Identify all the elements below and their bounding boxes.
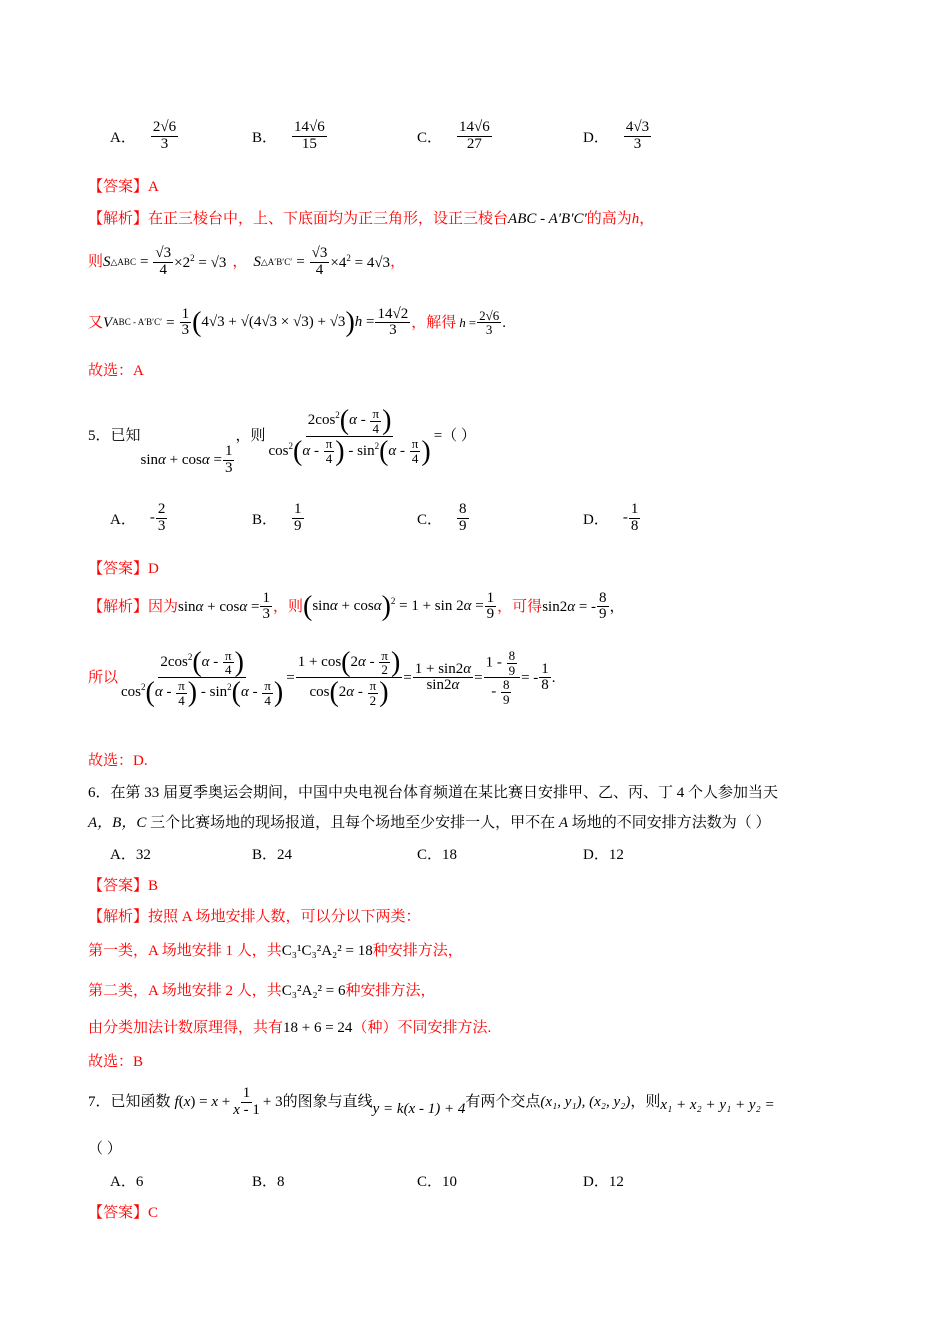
q7-answer: 【答案】C bbox=[88, 1205, 159, 1221]
q4-analysis-line1: 【解析】在正三棱台中，上、下底面均为正三角形，设正三棱台ABC - A′B′C′的高为h， bbox=[88, 211, 655, 227]
q5-option-d: D． - $\frac{1}{8}$ bbox=[583, 501, 639, 534]
q6-conclusion: 故选：B bbox=[88, 1054, 144, 1070]
q5-option-c: C． $\frac{8}{9}$ bbox=[417, 501, 467, 534]
q5-option-b: B． $\frac{1}{9}$ bbox=[252, 501, 302, 534]
q4-conclusion: 故选：A bbox=[88, 363, 144, 379]
q5-conclusion: 故选：D. bbox=[88, 753, 148, 769]
q4-analysis-line3: 又 V ABC - A′B′C′ = $\frac{1}{3}$ (4√3 + √(4√3 × √3) + √3)h = $\frac{14√2}{3}$ ，解得 h = $\frac{2√6}{3}$ . bbox=[88, 305, 506, 339]
q6-analysis-line3: 第二类，A 场地安排 2 人，共C₃²A₂² = 6种安排方法， bbox=[88, 983, 436, 999]
q7-option-d: D．12 bbox=[583, 1174, 624, 1190]
q4-option-a: A． $\frac{2√6}{3}$ bbox=[110, 119, 177, 152]
q5-analysis-line2: 所以 $2\cos^2(\alpha$ - $\frac{\pi}{4}$ ) $\cos^2(\alpha$ - $\frac{\pi}{4}$ ) - $\sin^2(\alpha$ - $\frac{\pi}{4}$ ) = 1 + cos(2α - $\frac{\pi}{2}$ ) cos(2α - $\frac{\pi}{2}$ ) = $\frac{1 + \sin 2\alpha}{\sin 2\alpha}$ = 1 - $\frac{8}{9}$ - $\frac{8}{9}$ = - $\frac{1}{8}$ . bbox=[88, 647, 556, 709]
q4-answer: 【答案】A bbox=[88, 179, 159, 195]
q5-answer: 【答案】D bbox=[88, 561, 159, 577]
q7-option-a: A．6 bbox=[110, 1174, 144, 1190]
q7-option-b: B．8 bbox=[252, 1174, 285, 1190]
q4-option-c: C． $\frac{14√6}{27}$ bbox=[417, 119, 490, 152]
q7-stem-line1: 7．已知函数 f(x) = x + $\frac{1}{x - 1}$ + 3 的图象与直线 y = k(x - 1) + 4 有两个交点 (x₁, y₁), (x₂, y₂) ，则 x₁ + x₂ + y₁ + y₂ = bbox=[88, 1085, 775, 1118]
q4-option-b: B． $\frac{14√6}{15}$ bbox=[252, 119, 325, 152]
q5-analysis-line1: 【解析】 因为 sinα + cosα = $\frac{1}{3}$ ，则 $(\sin\alpha + \cos\alpha)^2 = 1 + \sin 2\alpha$ = $\frac{1}{9}$ ，可得 sin2α = - $\frac{8}{9}$ ， bbox=[88, 589, 625, 623]
q7-option-c: C．10 bbox=[417, 1174, 458, 1190]
q6-analysis-line1: 【解析】按照 A 场地安排人数，可以分以下两类： bbox=[88, 909, 421, 925]
q4-analysis-line2: 则 S △ABC = $\frac{√3}{4}$ $\times 2^2 = √3$ ， S △A′B′C′ = $\frac{√3}{4}$ $\times 4^2 = 4√3$ ， bbox=[88, 245, 406, 278]
q5-option-a: A． - $\frac{2}{3}$ bbox=[110, 501, 166, 534]
q6-option-b: B．24 bbox=[252, 847, 293, 863]
q6-option-c: C．18 bbox=[417, 847, 458, 863]
q6-analysis-line4: 由分类加法计数原理得，共有18 + 6 = 24（种）不同安排方法. bbox=[88, 1020, 492, 1036]
q6-analysis-line2: 第一类，A 场地安排 1 人，共C₃¹C₃²A₂² = 18种安排方法， bbox=[88, 943, 463, 959]
q6-stem-line1: 6．在第 33 届夏季奥运会期间，中国中央电视台体育频道在某比赛日安排甲、乙、丙、丁 4 个人参加当天 bbox=[88, 785, 779, 801]
q7-stem-paren: （ ） bbox=[88, 1141, 122, 1157]
q6-option-a: A．32 bbox=[110, 847, 151, 863]
q6-answer: 【答案】B bbox=[88, 878, 159, 894]
q6-option-d: D．12 bbox=[583, 847, 624, 863]
q4-option-d: D． $\frac{4√3}{3}$ bbox=[583, 119, 650, 152]
q5-stem: 5．已知 sinα + cosα = $\frac{1}{3}$ ，则 $2\cos^2(\alpha$ - $\frac{\pi}{4}$ ) $\cos^2(\alpha$ - $\frac{\pi}{4}$ ) - $\sin^2(\alpha$ - $\frac{\pi}{4}$ ) =（ ） bbox=[88, 405, 476, 476]
q6-stem-line2: A，B，C 三个比赛场地的现场报道，且每个场地至少安排一人，甲不在 A 场地的不同安排方法数为（ ） bbox=[88, 815, 771, 831]
